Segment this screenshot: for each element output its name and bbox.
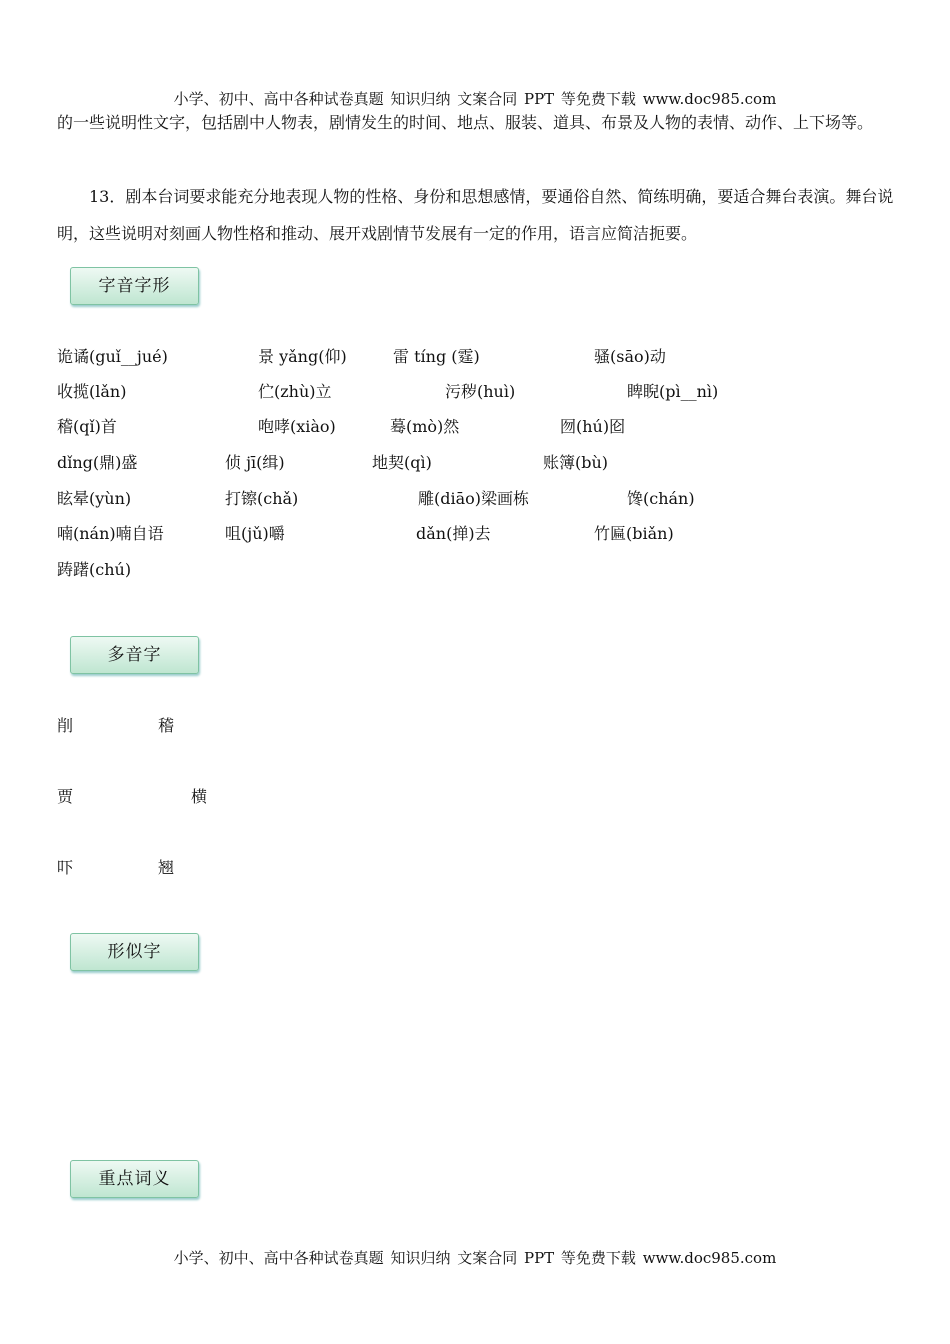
duoyin-item: 翘 [158, 858, 175, 877]
ziyin-item: 稽(qǐ)首 [57, 417, 117, 436]
ziyin-item: 侦 jī(缉) [225, 453, 285, 472]
duoyin-item: 削 [57, 716, 74, 735]
ziyin-item: 账簿(bù) [543, 453, 609, 472]
page-header: 小学、初中、高中各种试卷真题 知识归纳 文案合同 PPT 等免费下载 www.doc985.com [173, 90, 777, 108]
ziyin-item: 骚(sāo)动 [594, 347, 666, 366]
ziyin-item: 睥睨(pì__nì) [627, 382, 719, 401]
ziyin-item: 打镲(chǎ) [225, 489, 299, 508]
paragraph-1: 的一些说明性文字，包括剧中人物表，剧情发生的时间、地点、服装、道具、布景及人物的表情、动作、上下场等。 [57, 113, 874, 132]
ziyin-item: 雕(diāo)梁画栋 [418, 489, 530, 508]
ziyin-item: 蓦(mò)然 [390, 417, 460, 436]
ziyin-item: 咆哮(xiào) [258, 417, 336, 436]
ziyin-item: 伫(zhù)立 [258, 382, 332, 401]
section-duo-yin-zi: 多音字 [70, 636, 199, 674]
ziyin-item: 喃(nán)喃自语 [57, 524, 164, 543]
ziyin-item: 雷 tíng (霆) [393, 347, 480, 366]
ziyin-item: dǎn(掸)去 [416, 524, 491, 543]
ziyin-item: 咀(jǔ)嚼 [225, 524, 285, 543]
duoyin-item: 稽 [158, 716, 175, 735]
ziyin-item: 景 yǎng(仰) [258, 347, 347, 366]
ziyin-item: 踌躇(chú) [57, 560, 132, 579]
ziyin-item: dǐng(鼎)盛 [57, 453, 138, 472]
ziyin-item: 地契(qì) [372, 453, 432, 472]
ziyin-item: 囫(hú)囵 [560, 417, 626, 436]
duoyin-item: 横 [191, 787, 208, 806]
section-zhong-dian-ci-yi: 重点词义 [70, 1160, 199, 1198]
duoyin-item: 贾 [57, 787, 74, 806]
section-xing-si-zi: 形似字 [70, 933, 199, 971]
ziyin-item: 眩晕(yùn) [57, 489, 132, 508]
paragraph-2: 13．剧本台词要求能充分地表现人物的性格、身份和思想感情，要通俗自然、简练明确，要适合舞台表演。舞台说明，这些说明对刻画人物性格和推动、展开戏剧情节发展有一定的作用，语言应简洁扼要。 [57, 187, 894, 243]
duoyin-item: 吓 [57, 858, 74, 877]
ziyin-item: 竹匾(biǎn) [594, 524, 674, 543]
page-footer: 小学、初中、高中各种试卷真题 知识归纳 文案合同 PPT 等免费下载 www.doc985.com [173, 1249, 777, 1267]
ziyin-item: 污秽(huì) [445, 382, 516, 401]
ziyin-item: 馋(chán) [627, 489, 695, 508]
ziyin-item: 诡谲(guǐ__jué) [57, 347, 168, 366]
ziyin-item: 收揽(lǎn) [57, 382, 127, 401]
section-zi-yin-zi-xing: 字音字形 [70, 267, 199, 305]
